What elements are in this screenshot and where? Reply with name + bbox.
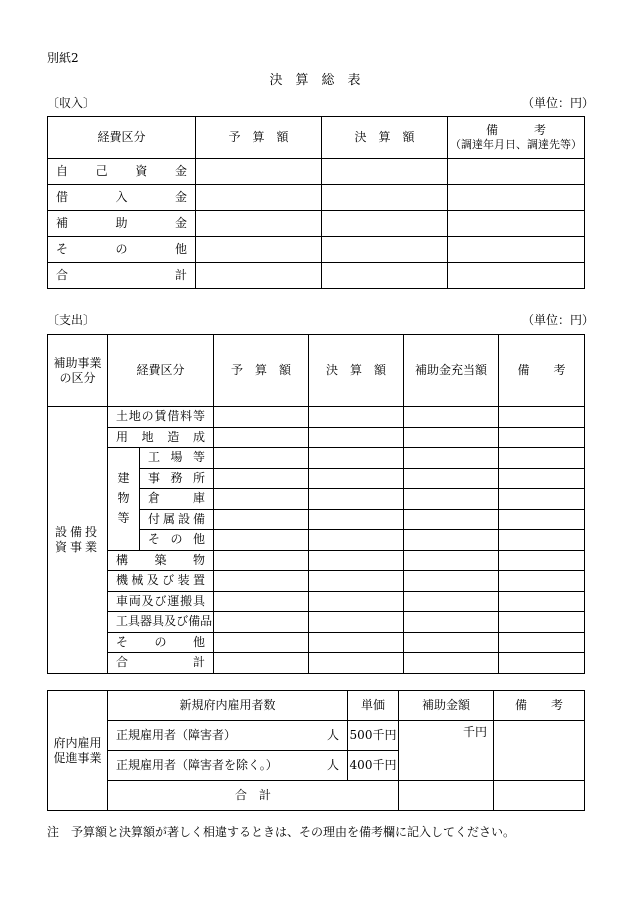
expense-header-remarks: 備 考 — [499, 335, 585, 407]
income-remarks-cell[interactable] — [448, 211, 585, 237]
income-budget-cell[interactable] — [196, 211, 322, 237]
expense-subsidy-cell[interactable] — [404, 407, 499, 428]
employment-row-general-price: 400千円 — [348, 751, 399, 781]
expense-budget-cell[interactable] — [214, 632, 309, 653]
expense-row-label-text: 機 械 及 び 装 置 — [116, 573, 205, 588]
expense-row-label — [108, 591, 214, 612]
expense-project-name — [48, 407, 108, 674]
expense-row-label — [108, 571, 214, 592]
expense-project-name-a: 設備投 — [54, 524, 100, 539]
expense-settlement-cell[interactable] — [309, 489, 404, 510]
income-row-label — [48, 237, 196, 263]
income-remarks-cell[interactable] — [448, 159, 585, 185]
expense-row — [48, 571, 585, 592]
employment-table — [47, 690, 585, 811]
income-row-label-text: 合 計 — [56, 268, 187, 282]
income-settlement-cell[interactable] — [322, 263, 448, 289]
expense-row-label-text: そ の 他 — [116, 634, 206, 649]
expense-budget-cell[interactable] — [214, 427, 309, 448]
expense-subsidy-cell[interactable] — [404, 550, 499, 571]
expense-budget-cell[interactable] — [214, 550, 309, 571]
employment-total-remarks — [494, 781, 585, 811]
expense-budget-cell[interactable] — [214, 653, 309, 674]
employment-project-b: 促進事業 — [53, 750, 102, 765]
income-row-label — [48, 263, 196, 289]
expense-budget-cell[interactable] — [214, 612, 309, 633]
expense-settlement-cell[interactable] — [309, 448, 404, 469]
expense-subsidy-cell[interactable] — [404, 591, 499, 612]
employment-header-remarks: 備 考 — [494, 691, 585, 721]
expense-budget-cell[interactable] — [214, 489, 309, 510]
expense-row — [48, 427, 585, 448]
expense-row — [48, 407, 585, 428]
income-budget-cell[interactable] — [196, 263, 322, 289]
expense-subsidy-cell[interactable] — [404, 509, 499, 530]
expense-row-label-text: 合 計 — [116, 655, 206, 670]
expense-budget-cell[interactable] — [214, 571, 309, 592]
employment-header-new-hires: 新規府内雇用者数 — [108, 691, 348, 721]
expense-remarks-cell[interactable] — [499, 653, 585, 674]
income-row-label-text: 補 助 金 — [56, 216, 187, 230]
expense-row-label — [108, 550, 214, 571]
expense-budget-cell[interactable] — [214, 530, 309, 551]
expense-building-row-label-text: そ の 他 — [148, 532, 206, 547]
attachment-label: 別紙2 — [47, 51, 79, 65]
expense-building-group — [108, 448, 140, 551]
expense-remarks-cell[interactable] — [499, 612, 585, 633]
expense-remarks-cell[interactable] — [499, 427, 585, 448]
employment-header-unit-price: 単価 — [348, 691, 399, 721]
expense-row-label-text: 構 築 物 — [116, 552, 206, 567]
income-header-settlement: 決 算 額 — [322, 117, 448, 159]
expense-header-category: 経費区分 — [108, 335, 214, 407]
income-row — [48, 159, 585, 185]
expense-unit: （単位：円） — [522, 313, 595, 327]
expense-settlement-cell[interactable] — [309, 571, 404, 592]
income-row-label-text: 借 入 金 — [56, 190, 187, 204]
expense-budget-cell[interactable] — [214, 407, 309, 428]
income-budget-cell[interactable] — [196, 159, 322, 185]
employment-row-general — [108, 751, 348, 781]
employment-row-general-label: 正規雇用者（障害者を除く。） — [116, 758, 278, 772]
income-table — [47, 116, 585, 289]
expense-building-group-char: 建 — [117, 471, 130, 486]
employment-row-disabled-price: 500千円 — [348, 721, 399, 751]
expense-budget-cell[interactable] — [214, 591, 309, 612]
expense-settlement-cell[interactable] — [309, 653, 404, 674]
expense-header-project-b: の区分 — [59, 370, 96, 385]
expense-row-label — [108, 427, 214, 448]
expense-header-project — [48, 335, 108, 407]
employment-header-subsidy: 補助金額 — [399, 691, 494, 721]
expense-subsidy-cell[interactable] — [404, 632, 499, 653]
income-settlement-cell[interactable] — [322, 211, 448, 237]
expense-header-settlement: 決 算 額 — [309, 335, 404, 407]
expense-settlement-cell[interactable] — [309, 530, 404, 551]
income-row-label — [48, 185, 196, 211]
expense-settlement-cell[interactable] — [309, 468, 404, 489]
expense-building-row-label-text: 付 属 設 備 — [148, 511, 206, 526]
employment-remarks-cell — [494, 721, 585, 781]
expense-subsidy-cell[interactable] — [404, 468, 499, 489]
expense-building-row-label — [140, 468, 214, 489]
expense-row — [48, 632, 585, 653]
income-row-label-text: そ の 他 — [56, 242, 187, 256]
income-row — [48, 211, 585, 237]
income-remarks-cell[interactable] — [448, 263, 585, 289]
expense-settlement-cell[interactable] — [309, 632, 404, 653]
expense-subsidy-cell[interactable] — [404, 530, 499, 551]
income-row — [48, 185, 585, 211]
income-row — [48, 263, 585, 289]
employment-project-a: 府内雇用 — [53, 735, 102, 750]
income-unit: （単位：円） — [522, 96, 595, 110]
income-section-label: 〔収入〕 — [47, 96, 96, 110]
expense-remarks-cell[interactable] — [499, 489, 585, 510]
employment-row-disabled-unit: 人 — [326, 728, 339, 742]
expense-remarks-cell[interactable] — [499, 550, 585, 571]
expense-settlement-cell[interactable] — [309, 550, 404, 571]
expense-building-row-label — [140, 489, 214, 510]
expense-table — [47, 334, 585, 674]
expense-building-row-label — [140, 509, 214, 530]
income-remarks-sub: （調達年月日、調達先等） — [450, 138, 582, 152]
income-remarks-cell[interactable] — [448, 237, 585, 263]
expense-budget-cell[interactable] — [214, 468, 309, 489]
expense-row — [48, 550, 585, 571]
expense-building-row-label — [140, 530, 214, 551]
expense-remarks-cell[interactable] — [499, 632, 585, 653]
expense-row-label-text: 用 地 造 成 — [116, 429, 205, 444]
expense-section-label: 〔支出〕 — [47, 313, 96, 327]
expense-row — [48, 448, 585, 469]
income-header-remarks — [448, 117, 585, 159]
expense-budget-cell[interactable] — [214, 509, 309, 530]
expense-project-name-b: 資事業 — [54, 539, 100, 554]
expense-settlement-cell[interactable] — [309, 591, 404, 612]
expense-row-label — [108, 632, 214, 653]
expense-budget-cell[interactable] — [214, 448, 309, 469]
footnote: 注 予算額と決算額が著しく相違するときは、その理由を備考欄に記入してください。 — [47, 825, 516, 839]
expense-row-label-text: 土 地 の 賃 借 料 等 — [116, 409, 205, 424]
income-header-budget: 予 算 額 — [196, 117, 322, 159]
expense-settlement-cell[interactable] — [309, 612, 404, 633]
expense-building-row-label-text: 事 務 所 — [148, 470, 206, 485]
expense-subsidy-cell[interactable] — [404, 489, 499, 510]
expense-header-project-a: 補助事業 — [53, 355, 102, 370]
expense-remarks-cell[interactable] — [499, 509, 585, 530]
expense-header-subsidy: 補助金充当額 — [404, 335, 499, 407]
expense-remarks-cell[interactable] — [499, 591, 585, 612]
expense-remarks-cell[interactable] — [499, 468, 585, 489]
expense-subsidy-cell[interactable] — [404, 571, 499, 592]
expense-building-row-label-text: 倉 庫 — [148, 491, 206, 506]
employment-row-general-unit: 人 — [326, 758, 339, 772]
expense-building-group-char: 等 — [117, 511, 130, 526]
expense-settlement-cell[interactable] — [309, 407, 404, 428]
income-budget-cell[interactable] — [196, 185, 322, 211]
expense-row-label-text: 工 具 器 具 及 び 備 品 — [116, 614, 213, 629]
income-remarks-cell[interactable] — [448, 185, 585, 211]
expense-row — [48, 612, 585, 633]
income-header-category: 経費区分 — [48, 117, 196, 159]
expense-building-row-label-text: 工 場 等 — [148, 450, 206, 465]
expense-subsidy-cell[interactable] — [404, 653, 499, 674]
expense-subsidy-cell[interactable] — [404, 612, 499, 633]
expense-row — [48, 653, 585, 674]
income-remarks-title: 備 考 — [485, 123, 546, 138]
expense-remarks-cell[interactable] — [499, 571, 585, 592]
expense-row — [48, 591, 585, 612]
employment-row-disabled-label: 正規雇用者（障害者） — [116, 728, 237, 742]
expense-row-label-text: 車 両 及 び 運 搬 具 — [116, 593, 205, 608]
employment-row-disabled — [108, 721, 348, 751]
expense-remarks-cell[interactable] — [499, 530, 585, 551]
expense-building-row-label — [140, 448, 214, 469]
expense-row-label — [108, 612, 214, 633]
expense-subsidy-cell[interactable] — [404, 427, 499, 448]
employment-project — [48, 691, 108, 811]
expense-remarks-cell[interactable] — [499, 448, 585, 469]
income-settlement-cell[interactable] — [322, 159, 448, 185]
income-settlement-cell[interactable] — [322, 237, 448, 263]
expense-settlement-cell[interactable] — [309, 509, 404, 530]
document-title: 決 算 総 表 — [269, 73, 361, 88]
income-row — [48, 237, 585, 263]
income-row-label — [48, 159, 196, 185]
income-row-label — [48, 211, 196, 237]
employment-subsidy-unit: 千円 — [462, 725, 487, 739]
expense-header-budget: 予 算 額 — [214, 335, 309, 407]
income-settlement-cell[interactable] — [322, 185, 448, 211]
employment-total-label: 合 計 — [108, 781, 399, 811]
expense-row-label — [108, 653, 214, 674]
expense-subsidy-cell[interactable] — [404, 448, 499, 469]
expense-remarks-cell[interactable] — [499, 407, 585, 428]
expense-building-group-char: 物 — [117, 491, 130, 506]
employment-subsidy-cell — [399, 721, 494, 781]
employment-total-subsidy — [399, 781, 494, 811]
income-row-label-text: 自 己 資 金 — [56, 164, 187, 178]
income-budget-cell[interactable] — [196, 237, 322, 263]
expense-settlement-cell[interactable] — [309, 427, 404, 448]
expense-row-label — [108, 407, 214, 428]
